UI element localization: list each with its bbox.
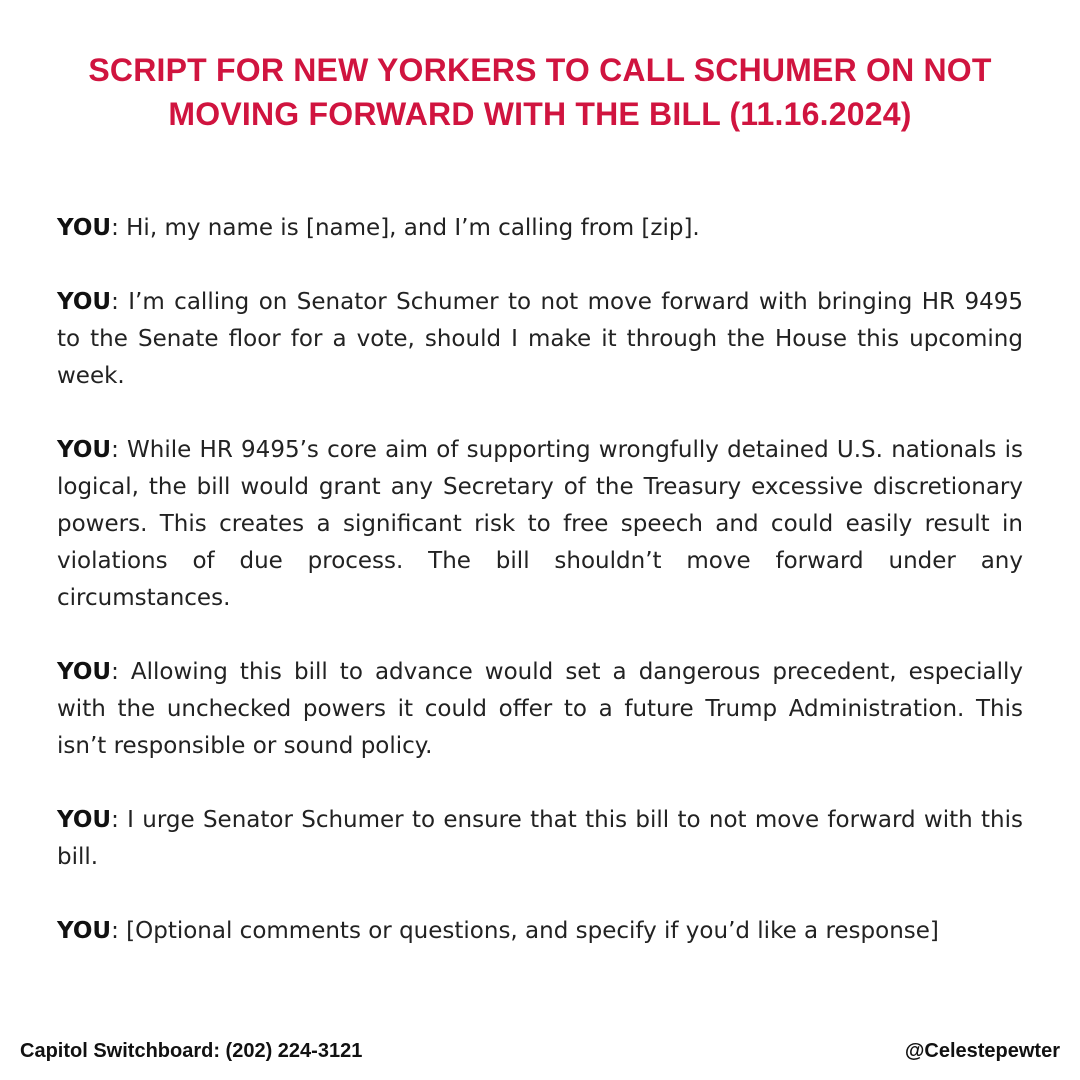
script-paragraph [57, 913, 1023, 950]
speaker-label: YOU [57, 807, 112, 833]
script-line: [Optional comments or questions, and specify if you’d like a response] [118, 918, 939, 944]
author-handle: @Celestepewter [904, 1040, 1060, 1062]
script-line: I urge Senator Schumer to ensure that this bill to not move forward with this bill. [57, 807, 1023, 870]
speaker-label: YOU [57, 437, 112, 463]
call-script [57, 210, 1023, 950]
script-line: While HR 9495’s core aim of supporting wrongfully detained U.S. nationals is logical, the bill would grant any Secretary of the Treasury excessive discretionary powers. This creates a significant risk to free speech and could easily result in violations of due process. The bill shouldn’t move forward under any circumstances. [57, 437, 1023, 611]
speaker-separator: : [111, 659, 119, 685]
page-title: SCRIPT FOR NEW YORKERS TO CALL SCHUMER ON NOT MOVING FORWARD WITH THE BILL (11.16.2024) [88, 52, 992, 132]
script-paragraph [57, 432, 1023, 617]
script-paragraph [57, 802, 1023, 876]
speaker-separator: : [111, 918, 119, 944]
script-paragraph [57, 654, 1023, 765]
script-line: Allowing this bill to advance would set a dangerous precedent, especially with the unchecked powers it could offer to a future Trump Administration. This isn’t responsible or sound policy. [57, 659, 1023, 759]
script-paragraph [57, 284, 1023, 395]
switchboard-phone: Capitol Switchboard: (202) 224-3121 [20, 1040, 363, 1062]
speaker-label: YOU [57, 659, 112, 685]
script-line: I’m calling on Senator Schumer to not move forward with bringing HR 9495 to the Senate floor for a vote, should I make it through the House this upcoming week. [57, 289, 1023, 389]
speaker-label: YOU [57, 289, 112, 315]
speaker-label: YOU [57, 918, 112, 944]
speaker-label: YOU [57, 215, 112, 241]
script-paragraph [57, 210, 1023, 247]
speaker-separator: : [111, 807, 119, 833]
speaker-separator: : [111, 437, 119, 463]
speaker-separator: : [111, 215, 119, 241]
speaker-separator: : [111, 289, 119, 315]
script-line: Hi, my name is [name], and I’m calling from [zip]. [118, 215, 700, 241]
